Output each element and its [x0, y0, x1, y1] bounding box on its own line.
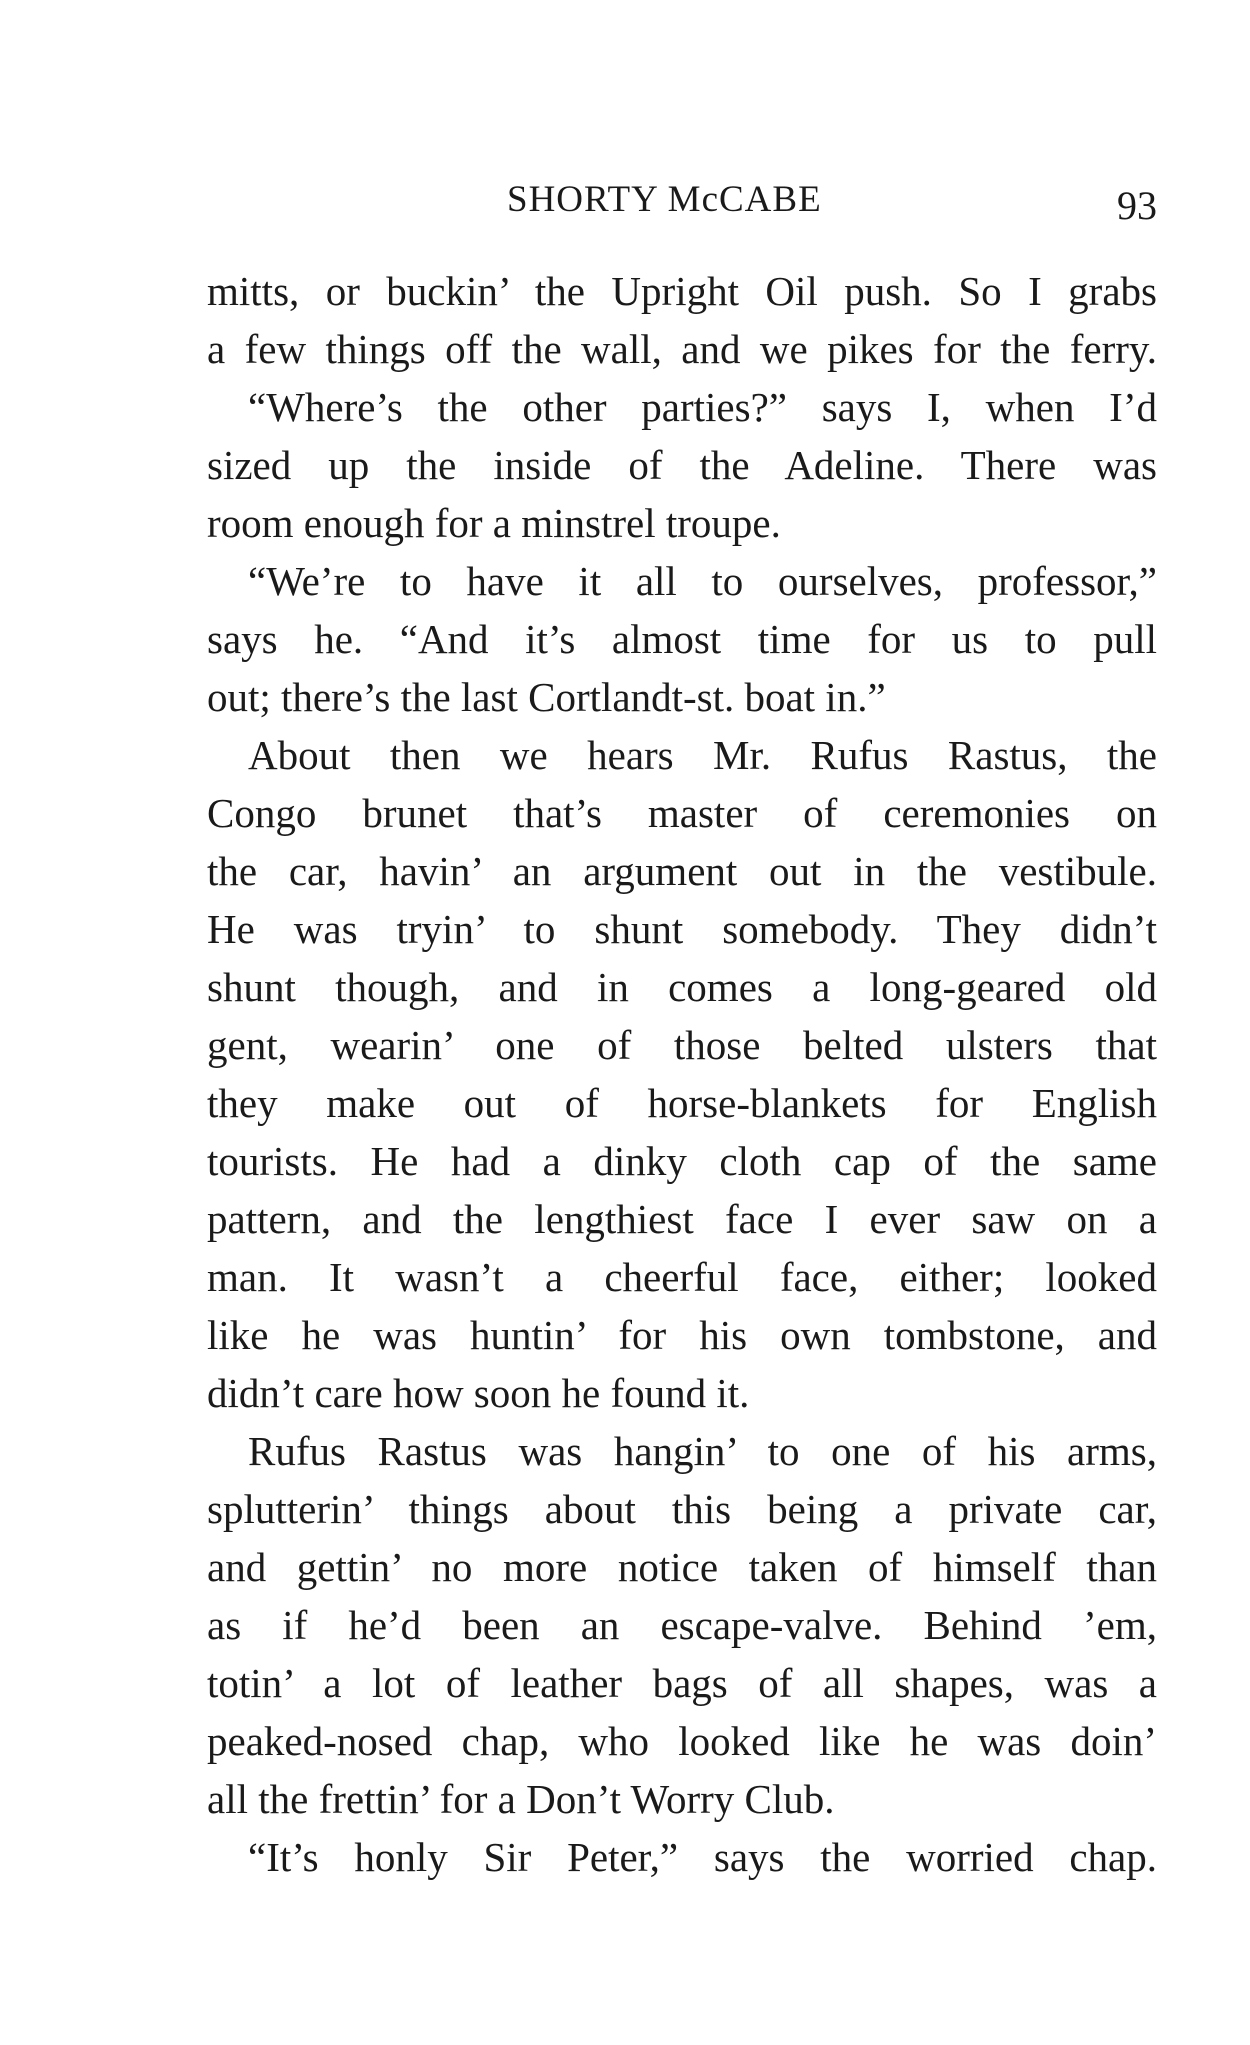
text-line: room enough for a minstrel troupe.: [207, 500, 781, 546]
text-line: as if he’d been an escape-valve. Behind ’em,: [207, 1602, 1157, 1648]
running-head: [207, 178, 1157, 228]
text-line: man. It wasn’t a cheerful face, either; looked: [207, 1254, 1157, 1300]
page-number: 93: [1117, 183, 1157, 228]
text-line: the car, havin’ an argument out in the vestibule.: [207, 848, 1157, 894]
text-line: all the frettin’ for a Don’t Worry Club.: [207, 1776, 835, 1822]
text-line: “It’s honly Sir Peter,” says the worried chap.: [248, 1834, 1157, 1880]
running-title: SHORTY McCABE: [507, 179, 822, 220]
text-line: pattern, and the lengthiest face I ever saw on a: [207, 1196, 1157, 1242]
text-line: gent, wearin’ one of those belted ulsters that: [207, 1022, 1157, 1068]
text-line: He was tryin’ to shunt somebody. They didn’t: [207, 906, 1157, 952]
text-line: Rufus Rastus was hangin’ to one of his arms,: [248, 1428, 1157, 1474]
text-line: About then we hears Mr. Rufus Rastus, the: [248, 732, 1157, 778]
text-line: tourists. He had a dinky cloth cap of the same: [207, 1138, 1157, 1184]
text-line: peaked-nosed chap, who looked like he was doin’: [207, 1718, 1157, 1764]
text-line: sized up the inside of the Adeline. There was: [207, 442, 1157, 488]
text-line: they make out of horse-blankets for English: [207, 1080, 1157, 1126]
text-line: “We’re to have it all to ourselves, professor,”: [248, 558, 1157, 604]
text-line: mitts, or buckin’ the Upright Oil push. So I grabs: [207, 268, 1157, 314]
text-line: says he. “And it’s almost time for us to pull: [207, 616, 1157, 662]
text-line: “Where’s the other parties?” says I, when I’d: [248, 384, 1157, 430]
body-text: [207, 262, 1157, 1886]
text-line: a few things off the wall, and we pikes for the ferry.: [207, 326, 1157, 372]
text-line: like he was huntin’ for his own tombstone, and: [207, 1312, 1157, 1358]
text-line: out; there’s the last Cortlandt-st. boat in.”: [207, 674, 886, 720]
text-line: Congo brunet that’s master of ceremonies on: [207, 790, 1157, 836]
text-line: didn’t care how soon he found it.: [207, 1370, 750, 1416]
text-line: totin’ a lot of leather bags of all shapes, was a: [207, 1660, 1157, 1706]
text-line: splutterin’ things about this being a private car,: [207, 1486, 1157, 1532]
text-line: and gettin’ no more notice taken of himself than: [207, 1544, 1157, 1590]
text-line: shunt though, and in comes a long-geared old: [207, 964, 1157, 1010]
